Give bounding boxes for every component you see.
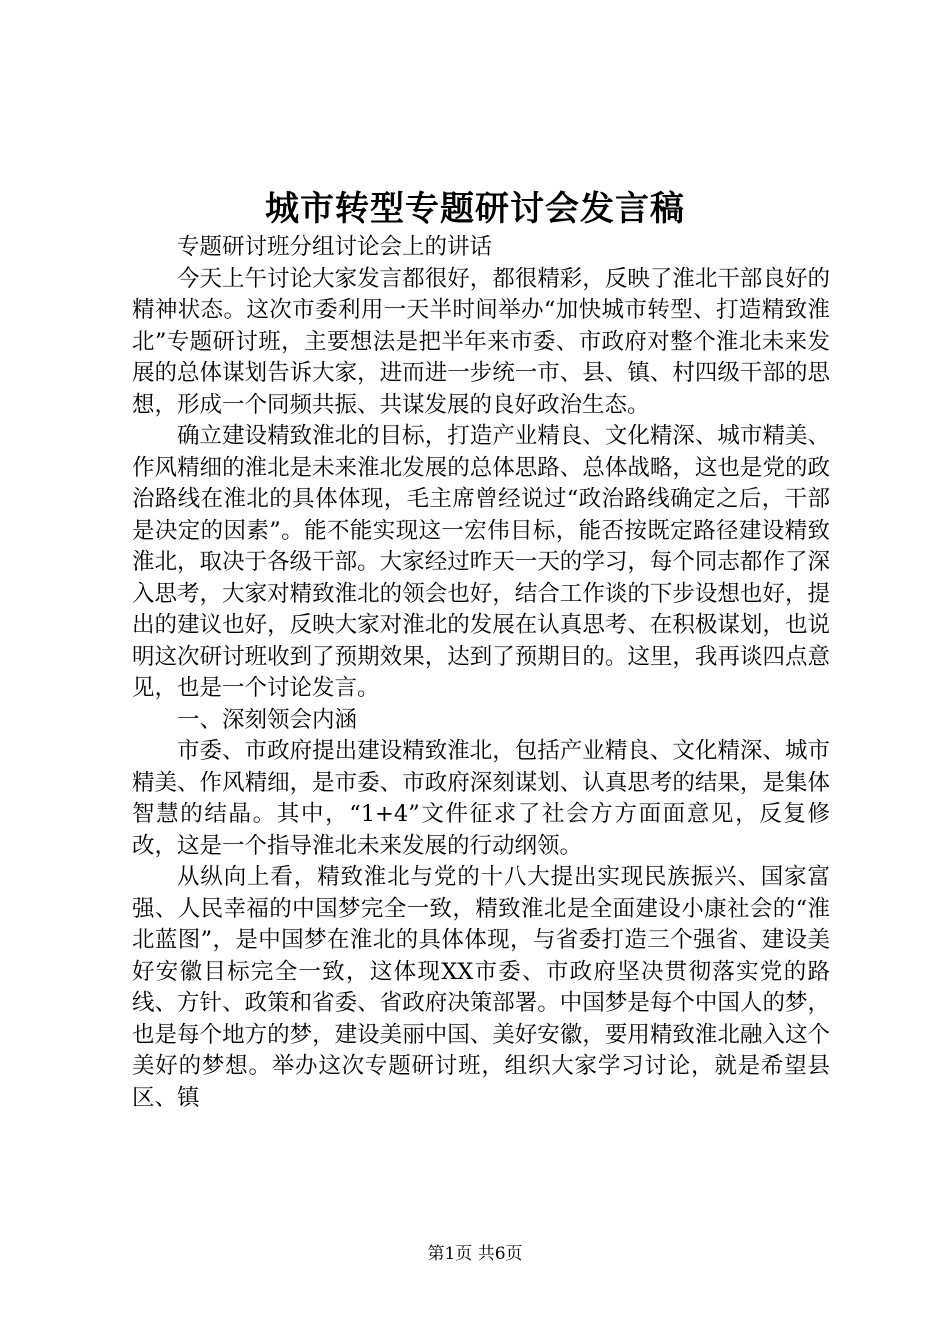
body-paragraph: 从纵向上看，精致淮北与党的十八大提出实现民族振兴、国家富强、人民幸福的中国梦完全一致，精致淮北是全面建设小康社会的“淮北蓝图”，是中国梦在淮北的具体体现，与省委打造三个强省、建设美好安徽目标完全一致，这体现XX市委、市政府坚决贯彻落实党的路线、方针、政策和省委、省政府决策部署。中国梦是每个中国人的梦，也是每个地方的梦，建设美丽中国、美好安徽，要用精致淮北融入这个美好的梦想。举办这次专题研讨班，组织大家学习讨论，就是希望县区、镇 (132, 864, 830, 1111)
document-body (132, 232, 830, 1114)
document-title: 城市转型专题研讨会发言稿 (265, 189, 685, 229)
body-paragraph: 市委、市政府提出建设精致淮北，包括产业精良、文化精深、城市精美、作风精细，是市委、市政府深刻谋划、认真思考的结果，是集体智慧的结晶。其中，“1+4”文件征求了社会方方面面意见，反复修改，这是一个指导淮北未来发展的行动纲领。 (132, 738, 830, 859)
body-paragraph: 确立建设精致淮北的目标，打造产业精良、文化精深、城市精美、作风精细的淮北是未来淮北发展的总体思路、总体战略，这也是党的政治路线在淮北的具体体现，毛主席曾经说过“政治路线确定之后，干部是决定的因素”。能不能实现这一宏伟目标，能否按既定路径建设精致淮北，取决于各级干部。大家经过昨天一天的学习，每个同志都作了深入思考，大家对精致淮北的领会也好，结合工作谈的下步设想也好，提出的建议也好，反映大家对淮北的发展在认真思考、在积极谋划，也说明这次研讨班收到了预期效果，达到了预期目的。这里，我再谈四点意见，也是一个讨论发言。 (132, 423, 830, 701)
subtitle-paragraph: 专题研讨班分组讨论会上的讲话 (177, 234, 493, 260)
page-footer: 第1页 共6页 (427, 1244, 523, 1264)
section-heading: 一、深刻领会内涵 (177, 706, 358, 733)
body-paragraph: 今天上午讨论大家发言都很好，都很精彩，反映了淮北干部良好的精神状态。这次市委利用一天半时间举办“加快城市转型、打造精致淮北”专题研讨班，主要想法是把半年来市委、市政府对整个淮北未来发展的总体谋划告诉大家，进而进一步统一市、县、镇、村四级干部的思想，形成一个同频共振、共谋发展的良好政治生态。 (132, 265, 830, 418)
